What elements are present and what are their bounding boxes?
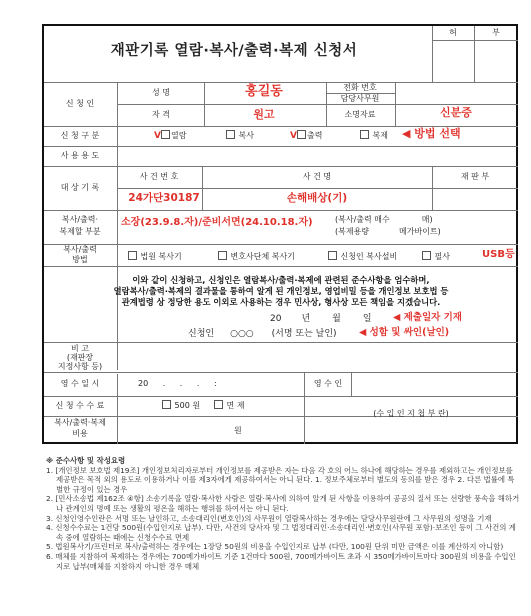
option-replicate[interactable]: 복제 [360,130,388,141]
option-print[interactable]: V 출력 [290,131,323,141]
case-number-label: 사 건 번 호 [139,172,179,181]
qualification-label: 자 격 [152,110,170,119]
header-divider [432,26,433,82]
receipt-date-value: 20 . . . : [138,379,217,388]
option-copy[interactable]: 복사 [226,130,254,141]
fee-500-option[interactable]: 500 원 [162,400,200,411]
evidence-value: 신분증 [440,106,472,119]
applicant-sign-line: 신청인 ○○○ (서명 또는 날인) [188,329,337,339]
case-name-label: 사 건 명 [302,172,332,181]
header-handle: 허 [449,28,457,37]
qualification-value: 원고 [253,108,275,121]
case-name-value: 손해배상(기) [286,192,348,204]
guideline-item: 1. [개인정보 보호법 제19조] 개인정보처리자로부터 개인정보를 제공받은 자는 다음 각 호의 어느 하나에 해당하는 경우를 제외하고는 개인정보를 제공받은 목적 외의 용도로 이용하거나 이를 제3자에게 제공하여서는 아니 된다. 1. 정보주체로부터 별도의 동의를 받은 경우 2. 다른 법률에 특별한 규정이 있는 경우 [46,465,515,494]
header-line [432,40,518,41]
guidelines [42,456,520,571]
method-applicant-device[interactable]: 신청인 복사설비 [328,251,397,262]
copy-fee-label-1: 복사/출력·복제 [54,418,106,427]
method-handwrite[interactable]: 필사 [422,251,450,262]
guideline-item: 5. 법원복사기/프린터로 복사/출력하는 경우에는 1장당 50원의 비용을 수입인지로 납부 (다만, 100원 단위 미만 금액은 이를 계산하지 아니함) [46,542,504,552]
notice-line-1: 이와 같이 신청하고, 신청인은 열람복사/출력·복제에 관련된 준수사항을 엄수하며, [132,275,430,285]
case-number-value: 24가단30187 [128,192,200,204]
method-select-annotation: ◀ 방법 선택 [402,127,461,140]
receipt-date-label: 영 수 일 시 [60,379,100,388]
notice-line-3: 관계법령 상 정당한 용도 이외로 사용하는 경우 민사상, 형사상 모든 책임을 지겠습니다. [121,297,441,307]
copy-fee-unit: 원 [234,426,242,435]
label-column-divider-lower [117,374,118,444]
fee-label: 신 청 수 수 료 [55,401,105,410]
phone-label: 전화 번호 [343,83,377,92]
method-label-2: 방법 [72,255,88,264]
remarks-label-3: 지정사항 등) [57,362,103,371]
remarks-label-1: 비 고 [71,344,89,353]
form-title: 재판기록 열람·복사/출력·복제 신청서 [110,43,358,59]
evidence-label: 소명자료 [344,110,376,119]
guideline-item: 4. 신청수수료는 1건당 500원(수입인지로 납부). 다만, 사건의 당사자 및 그 법정대리인·소송대리인·변호인(사무원 포함)·보조인 등이 그 사건의 계속 중에 열람하는 때에는 신청수수료 면제 [46,523,516,542]
header-divider-2 [474,26,475,82]
copy-fee-label-2: 비용 [72,429,88,438]
staff-label: 담당사무원 [340,94,380,103]
sign-annotation: ◀ 성함 및 싸인(날인) [359,327,450,338]
replicate-size-label: (복제용량 메가바이트) [335,227,441,236]
remarks-label-2: (재판장 [66,353,94,362]
court-label: 재 판 부 [460,172,490,181]
copy-part-label-1: 복사/출력· [61,215,99,224]
date-annotation: ◀ 제출일자 기재 [393,312,462,323]
guideline-item: 3. 신청인영수인란은 서명 또는 날인하고, 소송대리인(변호인)의 사무원이 열람복사하는 경우에는 담당사무원란에 그 사무원의 성명을 기재 [46,513,492,523]
guidelines-header: ※ 준수사항 및 작성요령 [46,456,126,465]
usb-annotation: USB등 [482,249,515,260]
submit-date: 20 년 월 일 [270,314,372,324]
name-label: 성 명 [152,88,170,97]
method-lawyer-copier[interactable]: 변호사단체 복사기 [218,251,295,262]
guideline-item: 2. [민사소송법 제162조 ④항] 소송기록을 열람·복사한 사람은 열람·복사에 의하여 알게 된 사항을 이용하여 공공의 질서 또는 선량한 풍속을 해하거나 관계인의 명예 또는 생활의 평온을 해하는 행위를 하여서는 아니 된다. [46,494,520,513]
method-court-copier[interactable]: 법원 복사기 [128,251,182,262]
stamp-attach-note: (수 입 인 지 첩 부 란) [373,409,449,418]
header-bu: 부 [492,28,500,37]
application-form [42,24,518,444]
option-view[interactable]: V 열람 [154,131,187,141]
copy-part-label-2: 복제할 부분 [59,227,101,236]
copy-part-value: 소장(23.9.8.자)/준비서면(24.10.18.자) [121,217,313,228]
fee-exempt-option[interactable]: 면 제 [214,400,245,411]
applicant-section-label: 신 청 인 [65,99,95,108]
method-label-1: 복사/출력 [63,245,97,254]
request-type-label: 신 청 구 분 [60,131,100,140]
target-record-label: 대 상 기 록 [60,183,100,192]
notice-line-2: 열람복사/출력·복제의 결과물을 통하여 알게 된 개인정보, 영업비밀 등을 개인정보 보호법 등 [113,286,449,296]
copy-count-label: (복사/출력 매수 매) [335,215,433,224]
applicant-name: 홍길동 [245,84,283,99]
usage-label: 사 용 용 도 [60,151,100,160]
receiver-label: 영 수 인 [313,379,343,388]
guideline-item: 6. 매체를 지참하여 복제하는 경우에는 700메가바이트 기준 1건마다 500원, 700메가바이트 초과 시 350메가바이트마다 300원의 비용을 수입인지로 납부(매체를 지참하지 아니한 경우 매체 [46,551,516,571]
